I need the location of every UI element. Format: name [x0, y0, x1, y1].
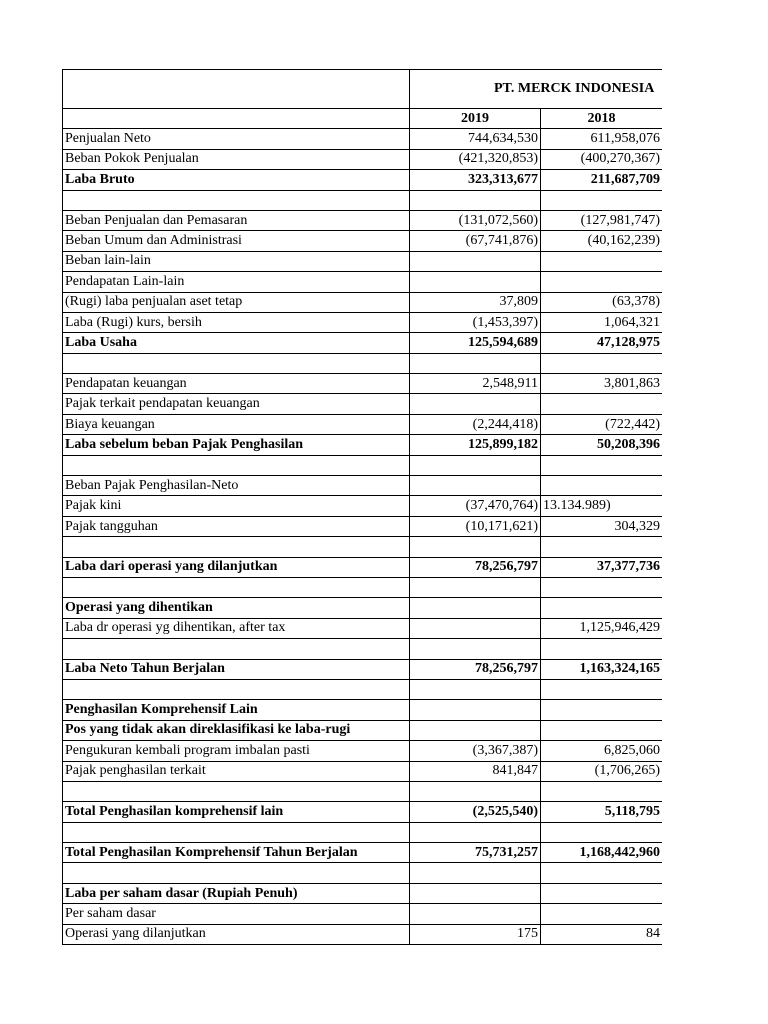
- value-2018: 611,958,076: [541, 129, 663, 149]
- table-row: [63, 333, 663, 353]
- table-row: [63, 883, 663, 903]
- row-label: Pengukuran kembali program imbalan pasti: [63, 741, 410, 761]
- value-2018: [541, 598, 663, 618]
- table-row: [63, 659, 663, 679]
- year-header-row: [63, 109, 663, 129]
- value-2019: 744,634,530: [410, 129, 541, 149]
- value-2019: (2,525,540): [410, 802, 541, 822]
- row-label: Pajak kini: [63, 496, 410, 516]
- table-row: [63, 720, 663, 740]
- value-2019: 37,809: [410, 292, 541, 312]
- year-header-blank: [63, 109, 410, 129]
- table-row: [63, 904, 663, 924]
- value-2018: 1,125,946,429: [541, 618, 663, 638]
- row-label: Pajak tangguhan: [63, 516, 410, 536]
- value-2019: 323,313,677: [410, 170, 541, 190]
- table-row: [63, 822, 663, 842]
- value-2018: 1,064,321: [541, 312, 663, 332]
- value-2018: [541, 577, 663, 597]
- table-row: [63, 843, 663, 863]
- value-2018: [541, 639, 663, 659]
- value-2018: [541, 700, 663, 720]
- row-label: Laba Neto Tahun Berjalan: [63, 659, 410, 679]
- table-row: [63, 149, 663, 169]
- row-label: Laba dr operasi yg dihentikan, after tax: [63, 618, 410, 638]
- table-row: [63, 598, 663, 618]
- value-2018: 37,377,736: [541, 557, 663, 577]
- value-2019: 75,731,257: [410, 843, 541, 863]
- value-2019: 841,847: [410, 761, 541, 781]
- value-2018: [541, 476, 663, 496]
- value-2018: [541, 251, 663, 271]
- row-label: Pajak terkait pendapatan keuangan: [63, 394, 410, 414]
- table-row: [63, 231, 663, 251]
- value-2018: [541, 781, 663, 801]
- row-label: Beban Pokok Penjualan: [63, 149, 410, 169]
- value-2019: [410, 394, 541, 414]
- value-2019: [410, 455, 541, 475]
- row-label: [63, 190, 410, 210]
- row-label: Beban Penjualan dan Pemasaran: [63, 210, 410, 230]
- table-row: [63, 476, 663, 496]
- value-2018: (40,162,239): [541, 231, 663, 251]
- row-label: Pos yang tidak akan direklasifikasi ke laba-rugi: [63, 720, 410, 740]
- table-row: [63, 761, 663, 781]
- value-2019: [410, 883, 541, 903]
- row-label: Per saham dasar: [63, 904, 410, 924]
- table-row: [63, 455, 663, 475]
- value-2018: 84: [541, 924, 663, 944]
- value-2019: 125,899,182: [410, 435, 541, 455]
- value-2018: [541, 720, 663, 740]
- company-title: PT. MERCK INDONESIA: [410, 70, 663, 109]
- value-2018: [541, 679, 663, 699]
- row-label: Total Penghasilan Komprehensif Tahun Berjalan: [63, 843, 410, 863]
- value-2018: (1,706,265): [541, 761, 663, 781]
- row-label: Pendapatan keuangan: [63, 374, 410, 394]
- row-label: [63, 577, 410, 597]
- row-label: Biaya keuangan: [63, 414, 410, 434]
- table-row: [63, 435, 663, 455]
- value-2018: [541, 822, 663, 842]
- value-2018: 3,801,863: [541, 374, 663, 394]
- value-2019: [410, 639, 541, 659]
- value-2018: 47,128,975: [541, 333, 663, 353]
- row-label: [63, 822, 410, 842]
- table-row: [63, 374, 663, 394]
- table-row: [63, 394, 663, 414]
- table-row: [63, 312, 663, 332]
- row-label: Penjualan Neto: [63, 129, 410, 149]
- value-2019: 175: [410, 924, 541, 944]
- income-statement-table: [62, 69, 662, 945]
- value-2018: (63,378): [541, 292, 663, 312]
- row-label: Beban Umum dan Administrasi: [63, 231, 410, 251]
- value-2018: (400,270,367): [541, 149, 663, 169]
- table-row: [63, 741, 663, 761]
- value-2019: (131,072,560): [410, 210, 541, 230]
- table-row: [63, 516, 663, 536]
- value-2019: [410, 353, 541, 373]
- table-row: [63, 170, 663, 190]
- row-label: Laba sebelum beban Pajak Penghasilan: [63, 435, 410, 455]
- value-2018: 304,329: [541, 516, 663, 536]
- value-2018: [541, 190, 663, 210]
- value-2019: [410, 720, 541, 740]
- table-row: [63, 129, 663, 149]
- value-2018: [541, 883, 663, 903]
- value-2018: 1,163,324,165: [541, 659, 663, 679]
- table-row: [63, 679, 663, 699]
- row-label: Laba dari operasi yang dilanjutkan: [63, 557, 410, 577]
- table-row: [63, 781, 663, 801]
- value-2019: 78,256,797: [410, 659, 541, 679]
- value-2019: [410, 476, 541, 496]
- value-2019: [410, 679, 541, 699]
- table-row: [63, 210, 663, 230]
- table-row: [63, 924, 663, 944]
- table-row: [63, 190, 663, 210]
- row-label: Operasi yang dihentikan: [63, 598, 410, 618]
- value-2019: (3,367,387): [410, 741, 541, 761]
- value-2019: [410, 598, 541, 618]
- value-2019: [410, 272, 541, 292]
- value-2019: [410, 618, 541, 638]
- value-2019: (1,453,397): [410, 312, 541, 332]
- table-row: [63, 863, 663, 883]
- table-row: [63, 537, 663, 557]
- value-2018: 6,825,060: [541, 741, 663, 761]
- value-2019: [410, 577, 541, 597]
- value-2018: [541, 537, 663, 557]
- table-row: [63, 557, 663, 577]
- title-row: [63, 70, 663, 109]
- row-label: Penghasilan Komprehensif Lain: [63, 700, 410, 720]
- value-2019: [410, 904, 541, 924]
- row-label: Pajak penghasilan terkait: [63, 761, 410, 781]
- value-2018: [541, 904, 663, 924]
- table-row: [63, 639, 663, 659]
- table-row: [63, 496, 663, 516]
- value-2018: [541, 455, 663, 475]
- value-2018: [541, 272, 663, 292]
- value-2018: 50,208,396: [541, 435, 663, 455]
- value-2019: [410, 251, 541, 271]
- row-label: Laba Usaha: [63, 333, 410, 353]
- header-blank-cell: [63, 70, 410, 109]
- table-row: [63, 618, 663, 638]
- table-row: [63, 353, 663, 373]
- row-label: [63, 537, 410, 557]
- value-2018: (127,981,747): [541, 210, 663, 230]
- row-label: [63, 353, 410, 373]
- value-2019: (37,470,764): [410, 496, 541, 516]
- row-label: [63, 863, 410, 883]
- value-2018: [541, 353, 663, 373]
- table-row: [63, 577, 663, 597]
- value-2018: 5,118,795: [541, 802, 663, 822]
- row-label: Laba per saham dasar (Rupiah Penuh): [63, 883, 410, 903]
- table-row: [63, 292, 663, 312]
- value-2019: (421,320,853): [410, 149, 541, 169]
- value-2019: (2,244,418): [410, 414, 541, 434]
- row-label: [63, 781, 410, 801]
- value-2019: 125,594,689: [410, 333, 541, 353]
- value-2019: [410, 781, 541, 801]
- row-label: [63, 455, 410, 475]
- row-label: Operasi yang dilanjutkan: [63, 924, 410, 944]
- value-2019: (10,171,621): [410, 516, 541, 536]
- row-label: [63, 679, 410, 699]
- value-2019: [410, 863, 541, 883]
- table-row: [63, 700, 663, 720]
- value-2018: 1,168,442,960: [541, 843, 663, 863]
- row-label: [63, 639, 410, 659]
- value-2018: [541, 394, 663, 414]
- value-2019: [410, 537, 541, 557]
- value-2018: (722,442): [541, 414, 663, 434]
- row-label: Total Penghasilan komprehensif lain: [63, 802, 410, 822]
- spreadsheet: [62, 69, 662, 945]
- year-2019-header: 2019: [410, 109, 541, 129]
- row-label: (Rugi) laba penjualan aset tetap: [63, 292, 410, 312]
- value-2019: 78,256,797: [410, 557, 541, 577]
- table-row: [63, 251, 663, 271]
- row-label: Laba Bruto: [63, 170, 410, 190]
- table-row: [63, 802, 663, 822]
- row-label: Laba (Rugi) kurs, bersih: [63, 312, 410, 332]
- year-2018-header: 2018: [541, 109, 663, 129]
- value-2019: [410, 822, 541, 842]
- row-label: Beban Pajak Penghasilan-Neto: [63, 476, 410, 496]
- value-2018: 13.134.989): [541, 496, 663, 516]
- value-2018: [541, 863, 663, 883]
- value-2019: (67,741,876): [410, 231, 541, 251]
- value-2019: [410, 700, 541, 720]
- row-label: Beban lain-lain: [63, 251, 410, 271]
- value-2018: 211,687,709: [541, 170, 663, 190]
- value-2019: [410, 190, 541, 210]
- table-row: [63, 414, 663, 434]
- table-row: [63, 272, 663, 292]
- value-2019: 2,548,911: [410, 374, 541, 394]
- row-label: Pendapatan Lain-lain: [63, 272, 410, 292]
